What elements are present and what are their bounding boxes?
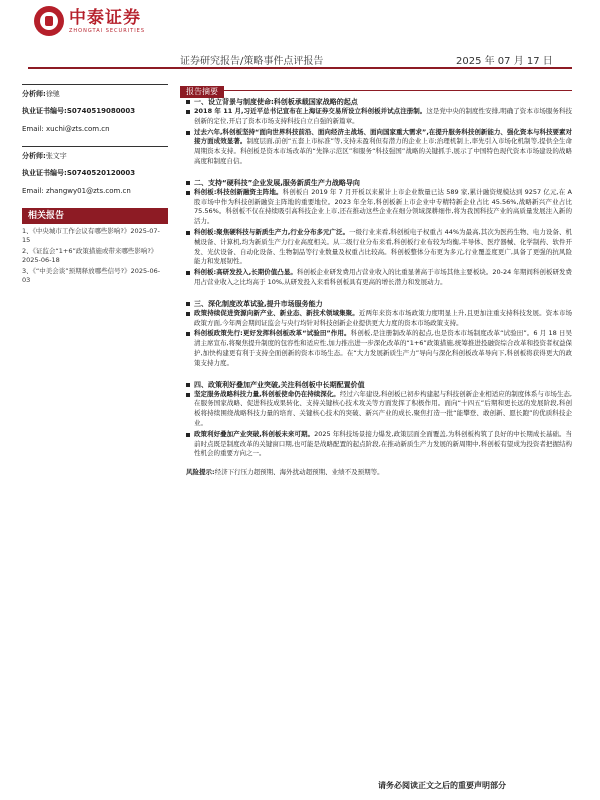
report-type: 证券研究报告/策略事件点评报告 [180,56,324,67]
related-report-item[interactable]: 1、《中央城市工作会议有哪些影响?》2025-07-15 [22,227,160,244]
risk-text: 经济下行压力超预期、海外扰动超预期、业绩不及预期等。 [214,468,384,477]
paragraph: 2018 年 11 月,习近平总书记宣布在上海证券交易所设立科创板并试点注册制。这是党中央的制度性安排,明确了资本市场服务科技创新的定位,开启了资本市场支持科技自立自强的新篇章。 [186,107,572,127]
analyst-email[interactable]: xuchi@zts.com.cn [46,125,110,133]
sidebar [22,84,168,287]
paragraph: 过去六年,科创板坚持“面向世界科技前沿、面向经济主战场、面向国家重大需求”,在提升服务科技创新能力、强化资本与科技要素对接方面成效显著。制度层面,前创“五套上市标准”等,支持未盈利但有潜力的企业上市;治理机制上,率先引入市场化机制等,提供全生命周期资本支持。科创板是资本市场改革的“先锋示范区”和服务“科技强国”战略的关键抓手,展示了中国特色现代资本市场建设的战略高度和制度自信。 [186,128,572,167]
brand-logo [34,6,145,36]
related-reports-list [22,227,168,285]
analyst-block-1 [22,84,168,138]
related-report-item[interactable]: 3、《“中美会谈”预期释放哪些信号?》2025-06-03 [22,267,161,284]
paragraph: 科创板:高研发投入,长期价值凸显。科创板企业研发费用占营业收入的比重显著高于市场其他主要板块。20-24 年期间科创板研发费用占营业收入之比均高于 10%,从研发投入来看科创板具有更高的增长潜力和发展动力。 [186,268,572,288]
paragraph: 政策持续促进资源向新产业、新业态、新技术领域集聚。近两年来资本市场政策力度明显上升,且更加注重支持科技发展。资本市场政策方面,今年两会期间证监会与央行均针对科技创新企业提供更大力度的资本市场政策支持。 [186,309,572,329]
risk-label: 风险提示: [186,468,215,477]
summary-header [180,79,572,96]
paragraph: 政策利好叠加产业突破,科创板未来可期。2025 年科技场景接力爆发,政策层面全面覆盖,为科创板构筑了良好的中长期成长基础。当前时点既是制度改革的关键窗口期,也可能是战略配置的起点阶段,在推动新质生产力发展的新周期中,科创板有望成为投资者把握结构性机会的重要方向之一。 [186,430,572,459]
section-heading: 一、设立背景与制度使命:科创板承载国家战略的起点 [186,97,572,107]
cert-label: 执业证书编号: [22,169,67,177]
disclaimer-footer: 请务必阅读正文之后的重要声明部分 [378,781,506,790]
brand-mark-icon [34,6,64,36]
related-report-item[interactable]: 2、《证监会“1+6”政策措施或带来哪些影响?》2025-06-18 [22,247,158,264]
cert-label: 执业证书编号: [22,107,67,115]
risk-warning [186,467,572,477]
section-heading: 二、支持“硬科技”企业发展,服务新质生产力战略导向 [186,178,572,188]
header-divider [28,67,572,69]
paragraph: 科创板政策先行:更好发挥科创板改革“试验田”作用。科创板,是注册制改革的起点,也是资本市场制度改革“试验田”。6 月 18 日吴清主席宣布,将聚焦提升制度的包容性和适应性,加力推出进一步深化改革的“1+6”政策措施,统筹推进投融资综合改革和投资者权益保护,加快构建更有利于支持全面创新的资本市场生态。在“大力发展新质生产力”导向与深化科创板改革导向下,科创板将获得更大的政策支持力度。 [186,329,572,368]
summary-title: 报告摘要 [180,86,224,98]
analyst-email[interactable]: zhangwy01@zts.com.cn [46,187,131,195]
analyst-name: 徐驰 [45,90,60,98]
analyst-block-2 [22,146,168,200]
brand-name-cn: 中泰证券 [69,7,141,28]
analyst-label: 分析师: [22,152,46,160]
analyst-label: 分析师: [22,90,46,98]
email-label: Email: [22,187,44,195]
cert-number: S0740519080003 [66,107,136,115]
cert-number: S0740520120003 [66,169,136,177]
paragraph: 坚定服务战略科技力量,科创板使命仍在持续深化。经过六年建设,科创板已初步构建起与科技创新企业相适应的制度体系与市场生态,在服务国家战略、促进科技成果转化、支持关键核心技术攻关等方面发挥了积极作用。面向“十四五”后期和更长远的发展阶段,科创板将持续围绕战略科技力量的培育、关键核心技术的突破、新兴产业的成长,聚焦打造一批“能攀登、敢创新、愿长跑”的优质科技企业。 [186,390,572,429]
brand-name-en: ZHONGTAI SECURITIES [69,27,146,34]
related-reports-heading: 相关报告 [22,208,168,224]
report-date: 2025 年 07 月 17 日 [456,56,553,67]
section-heading: 三、深化制度改革试验,提升市场服务能力 [186,299,572,309]
section-heading: 四、政策利好叠加产业突破,关注科创板中长期配置价值 [186,380,572,390]
analyst-name: 张文宇 [45,152,67,160]
paragraph: 科创板:科技创新融资主阵地。科创板自 2019 年 7 月开板以来累计上市企业数量已达 589 家,累计融资规模达到 9257 亿元,在 A 股市场中作为科技创新融资主阵地的重要地位。2023 年全年,科创板新上市企业中专精特新企业占比 45.56%,战略新兴产业占比 75.56%。科创板不仅在持续吸引高科技企业上市,还在推动这些企业在细分领域深耕细作,将为我国科技产业的高质量发展注入新的活力。 [186,188,572,227]
paragraph: 科创板:聚焦硬科技与新质生产力,行业分布多元广泛。一级行业来看,科创板电子权重占 44%为最高,其次为医药生物、电力设备、机械设备、计算机,均为新质生产力行业高度相关。从二级行业分布来看,科创板行业布较为均衡,半导体、医疗器械、化学制药、软件开发、光伏设备、自动化设备、生物制品等行业数量及权重占比较高。科创板整体分布更为多元,行业覆盖度更广,具备了更强的抗风险能力和发展韧性。 [186,228,572,267]
email-label: Email: [22,125,44,133]
report-summary [180,79,572,477]
